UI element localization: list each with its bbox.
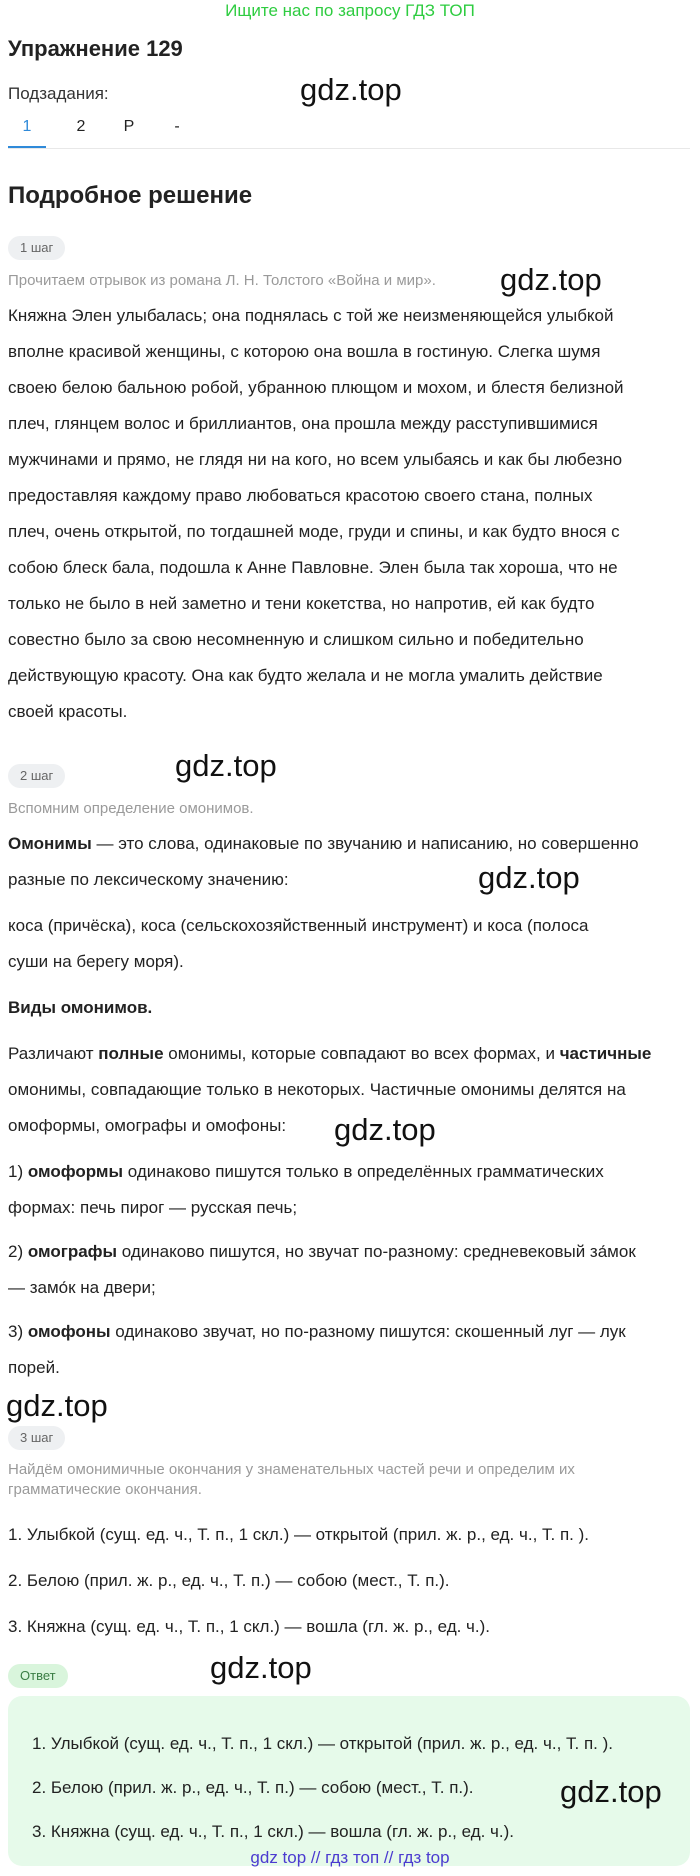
watermark: gdz.top [300, 72, 402, 107]
watermark: gdz.top [210, 1650, 312, 1685]
excerpt-line: плеч, глянцем волос и бриллиантов, она прошла между расступившимися [8, 414, 598, 433]
page-title: Упражнение 129 [8, 36, 183, 61]
excerpt-line: своей красоты. [8, 702, 128, 721]
excerpt-line: вполне красивой женщины, с которою она вошла в гостиную. Слегка шумя [8, 342, 601, 361]
step-badge-3: 3 шаг [8, 1426, 65, 1450]
step-3-list [8, 1512, 690, 1650]
watermark: gdz.top [500, 262, 602, 297]
tolstoy-excerpt [8, 298, 690, 730]
excerpt-line: только не было в ней заметно и тени кокетства, но напротив, ей как будто [8, 594, 595, 613]
step-2-hint: Вспомним определение омонимов. [8, 800, 254, 817]
footer-links[interactable]: gdz top // гдз топ // гдз top [250, 1848, 450, 1867]
types-heading: Виды омонимов. [8, 998, 153, 1017]
step-3-hint: Найдём омонимичные окончания у знаменательных частей речи и определим их грамматические окончания. [8, 1461, 575, 1498]
answer-item: 1. Улыбкой (сущ. ед. ч., Т. п., 1 скл.) — открытой (прил. ж. р., ед. ч., Т. п. ). [32, 1734, 614, 1753]
excerpt-line: Княжна Элен улыбалась; она поднялась с той же неизменяющейся улыбкой [8, 306, 614, 325]
excerpt-line: собою блеск бала, подошла к Анне Павловне. Элен была так хороша, что не [8, 558, 618, 577]
excerpt-line: предоставляя каждому право любоваться красотою своего стана, полных [8, 486, 593, 505]
step-badge-2: 2 шаг [8, 764, 65, 788]
excerpt-line: мужчинами и прямо, не глядя ни на кого, но всем улыбаясь и как бы любезно [8, 450, 623, 469]
search-banner: Ищите нас по запросу ГДЗ ТОП [225, 1, 475, 20]
answer-badge: Ответ [8, 1664, 68, 1688]
list-item-omophones: 3) омофоны одинаково звучат, но по-разному пишутся: скошенный луг — лук порей. [8, 1322, 626, 1377]
homonym-example: коса (причёска), коса (сельскохозяйственный инструмент) и коса (полоса суши на берегу моря). [8, 916, 589, 971]
watermark: gdz.top [6, 1388, 108, 1423]
step-badge-1: 1 шаг [8, 236, 65, 260]
excerpt-line: совестно было за свою несомненную и слишком сильно и победительно [8, 630, 584, 649]
tab-2[interactable]: 2 [76, 118, 86, 135]
list-item: 3. Княжна (сущ. ед. ч., Т. п., 1 скл.) — вошла (гл. ж. р., ед. ч.). [8, 1617, 491, 1636]
homonym-definition: Омонимы — это слова, одинаковые по звучанию и написанию, но совершенно разные по лексическому значению: [8, 834, 639, 889]
list-item: 2. Белою (прил. ж. р., ед. ч., Т. п.) — собою (мест., Т. п.). [8, 1571, 450, 1590]
excerpt-line: своею белою бальною робой, убранною плющом и мохом, и блестя белизной [8, 378, 624, 397]
answer-item: 2. Белою (прил. ж. р., ед. ч., Т. п.) — собою (мест., Т. п.). [32, 1778, 474, 1797]
types-paragraph: Различают полные омонимы, которые совпадают во всех формах, и частичные омонимы, совпадающие только в некоторых. Частичные омонимы делятся на омоформы, омографы и омофоны: [8, 1044, 652, 1135]
tab-dash[interactable]: - [174, 118, 180, 135]
list-item-omoforms: 1) омоформы одинаково пишутся только в определённых грамматических формах: печь пирог — русская печь; [8, 1162, 604, 1217]
list-item: 1. Улыбкой (сущ. ед. ч., Т. п., 1 скл.) — открытой (прил. ж. р., ед. ч., Т. п. ). [8, 1525, 590, 1544]
subtasks-label: Подзадания: [8, 84, 109, 103]
answer-item: 3. Княжна (сущ. ед. ч., Т. п., 1 скл.) — вошла (гл. ж. р., ед. ч.). [32, 1822, 515, 1841]
tab-1[interactable]: 1 [8, 116, 46, 148]
tab-p[interactable]: P [123, 118, 135, 135]
excerpt-line: плеч, очень открытой, по тогдашней моде, груди и спины, и как будто внося с [8, 522, 620, 541]
watermark: gdz.top [334, 1112, 436, 1147]
term-homonyms: Омонимы [8, 834, 92, 853]
watermark: gdz.top [560, 1774, 662, 1809]
excerpt-line: действующую красоту. Она как будто желала и не могла умалить действие [8, 666, 603, 685]
subtask-tabs [8, 112, 690, 149]
watermark: gdz.top [175, 748, 277, 783]
watermark: gdz.top [478, 860, 580, 895]
section-title: Подробное решение [8, 182, 253, 209]
step-1-hint: Прочитаем отрывок из романа Л. Н. Толстого «Война и мир». [8, 272, 436, 289]
list-item-omographs: 2) омографы одинаково пишутся, но звучат по-разному: средневековый за́мок — замо́к на двери; [8, 1242, 636, 1297]
